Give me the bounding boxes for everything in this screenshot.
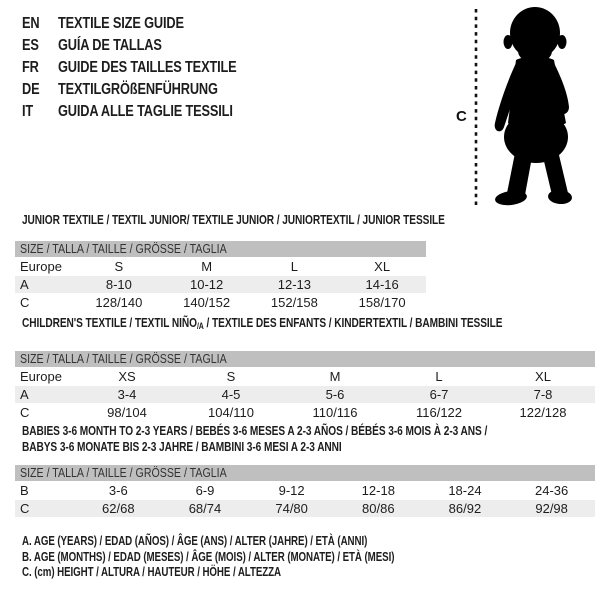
size-cell: 18-24 [422, 482, 509, 500]
babies-table-title-line2: BABYS 3-6 MONATE BIS 2-3 JAHRE / BAMBINI 3-6 MESI A 2-3 ANNI [22, 439, 342, 454]
children-table [15, 368, 595, 422]
size-cell: 158/170 [338, 294, 426, 312]
size-cell: 68/74 [162, 500, 249, 518]
children-table-title [22, 315, 502, 334]
size-header-bar [15, 241, 426, 257]
children-table-title-sub: /A [196, 321, 204, 331]
size-cell: L [387, 368, 491, 386]
size-cell: M [283, 368, 387, 386]
babies-table-title-line1: BABIES 3-6 MONTH TO 2-3 YEARS / BEBÉS 3-6 MESES A 2-3 AÑOS / BÉBÉS 3-6 MOIS À 2-3 ANS / [22, 423, 488, 438]
language-code: EN [22, 15, 40, 32]
size-cell: 122/128 [491, 404, 595, 422]
table-row [15, 276, 426, 294]
babies-table [15, 482, 595, 518]
language-label: TEXTILE SIZE GUIDE [58, 15, 184, 32]
language-row [22, 101, 237, 123]
row-label: A [15, 386, 75, 404]
junior-table [15, 258, 426, 312]
size-cell: 6-7 [387, 386, 491, 404]
row-label: C [15, 294, 75, 312]
size-cell: 24-36 [508, 482, 595, 500]
language-row [22, 13, 237, 35]
row-label: B [15, 482, 75, 500]
table-row [15, 500, 595, 518]
size-cell: XL [491, 368, 595, 386]
size-cell: 140/152 [163, 294, 251, 312]
table-row [15, 368, 595, 386]
size-cell: L [251, 258, 339, 276]
footnote-line: A. AGE (YEARS) / EDAD (AÑOS) / ÂGE (ANS) / ALTER (JAHRE) / ETÀ (ANNI) [22, 534, 368, 548]
size-cell: 110/116 [283, 404, 387, 422]
size-cell: 5-6 [283, 386, 387, 404]
row-label: C [15, 500, 75, 518]
size-cell: 12-13 [251, 276, 339, 294]
junior-table-title-text: JUNIOR TEXTILE / TEXTIL JUNIOR/ TEXTILE JUNIOR / JUNIORTEXTIL / JUNIOR TESSILE [22, 212, 445, 227]
baby-height-figure [448, 5, 588, 210]
language-list [22, 13, 237, 123]
children-table-title-post: / TEXTILE DES ENFANTS / KINDERTEXTIL / BAMBINI TESSILE [203, 315, 503, 330]
language-code: FR [22, 59, 39, 76]
row-label: Europe [15, 368, 75, 386]
size-cell: 9-12 [248, 482, 335, 500]
row-label: C [15, 404, 75, 422]
size-cell: 152/158 [251, 294, 339, 312]
babies-size-table [15, 465, 595, 518]
size-cell: 6-9 [162, 482, 249, 500]
size-cell: 80/86 [335, 500, 422, 518]
table-row [15, 294, 426, 312]
size-header-text: SIZE / TALLA / TAILLE / GRÖSSE / TAGLIA [20, 242, 227, 256]
language-label: TEXTILGRÖßENFÜHRUNG [58, 81, 218, 98]
size-cell: XS [75, 368, 179, 386]
babies-table-title [22, 423, 487, 455]
size-cell: 7-8 [491, 386, 595, 404]
children-table-title-pre: CHILDREN'S TEXTILE / TEXTIL NIÑO [22, 315, 197, 330]
size-cell: 92/98 [508, 500, 595, 518]
size-cell: 104/110 [179, 404, 283, 422]
junior-table-title [22, 212, 445, 228]
size-cell: 128/140 [75, 294, 163, 312]
row-label: Europe [15, 258, 75, 276]
size-cell: 8-10 [75, 276, 163, 294]
language-code: DE [22, 81, 40, 98]
table-row [15, 404, 595, 422]
language-row [22, 79, 237, 101]
language-label: GUIDA ALLE TAGLIE TESSILI [58, 103, 233, 120]
table-body [15, 368, 595, 422]
size-cell: 12-18 [335, 482, 422, 500]
junior-size-table [15, 241, 426, 312]
size-header-bar [15, 351, 595, 367]
children-size-table [15, 351, 595, 422]
size-cell: S [75, 258, 163, 276]
size-cell: 4-5 [179, 386, 283, 404]
size-header-text: SIZE / TALLA / TAILLE / GRÖSSE / TAGLIA [20, 352, 227, 366]
size-header-bar [15, 465, 595, 481]
size-cell: 116/122 [387, 404, 491, 422]
size-cell: 3-4 [75, 386, 179, 404]
footnote-line: C. (cm) HEIGHT / ALTURA / HAUTEUR / HÖHE / ALTEZZA [22, 565, 281, 579]
height-marker-label: C [456, 108, 467, 125]
size-cell: S [179, 368, 283, 386]
size-cell: XL [338, 258, 426, 276]
baby-silhouette-icon [494, 7, 572, 207]
language-code: IT [22, 103, 34, 120]
table-row [15, 258, 426, 276]
size-cell: 74/80 [248, 500, 335, 518]
language-code: ES [22, 37, 39, 54]
size-cell: 62/68 [75, 500, 162, 518]
size-cell: M [163, 258, 251, 276]
language-label: GUIDE DES TAILLES TEXTILE [58, 59, 237, 76]
size-cell: 86/92 [422, 500, 509, 518]
footnote-line: B. AGE (MONTHS) / EDAD (MESES) / ÂGE (MOIS) / ALTER (MONATE) / ETÀ (MESI) [22, 549, 395, 564]
language-row [22, 35, 237, 57]
table-row [15, 482, 595, 500]
size-cell: 3-6 [75, 482, 162, 500]
size-cell: 98/104 [75, 404, 179, 422]
size-header-text: SIZE / TALLA / TAILLE / GRÖSSE / TAGLIA [20, 466, 227, 480]
size-cell: 10-12 [163, 276, 251, 294]
row-label: A [15, 276, 75, 294]
language-label: GUÍA DE TALLAS [58, 37, 162, 54]
table-body [15, 258, 426, 312]
table-row [15, 386, 595, 404]
table-body [15, 482, 595, 518]
size-cell: 14-16 [338, 276, 426, 294]
language-row [22, 57, 237, 79]
footnotes [22, 534, 394, 581]
